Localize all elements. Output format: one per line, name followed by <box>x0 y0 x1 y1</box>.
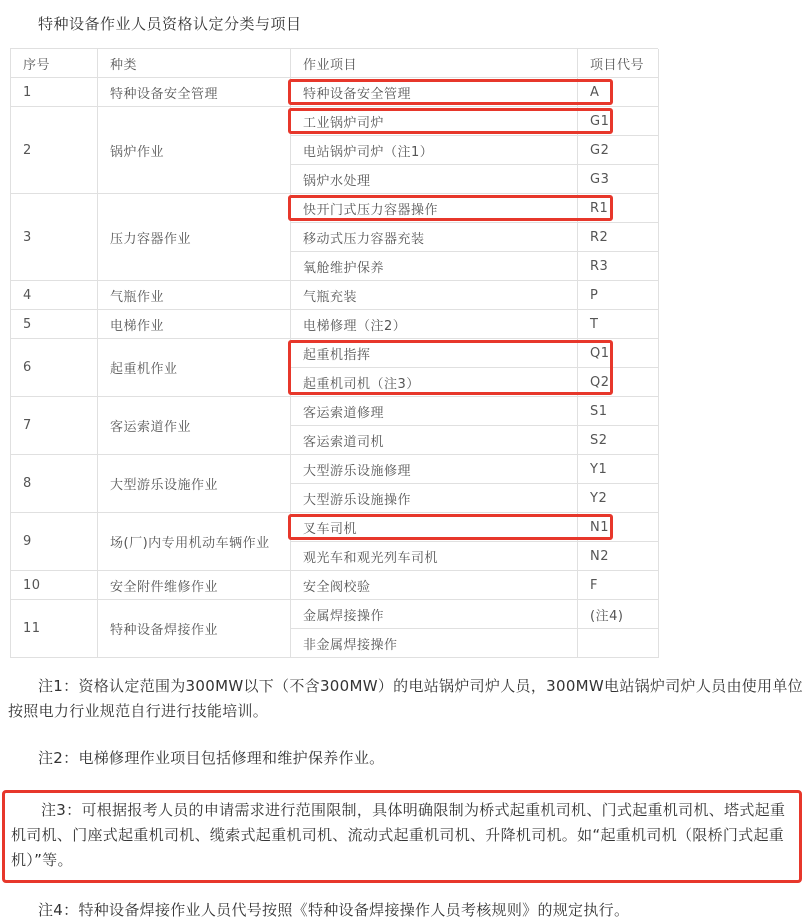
project-cell: 起重机司机（注3） <box>291 368 578 397</box>
table-subrow <box>291 310 659 339</box>
project-subrows <box>291 513 659 571</box>
table-subrow <box>291 600 659 629</box>
serial-cell: 9 <box>11 513 98 571</box>
project-subrows <box>291 571 659 600</box>
code-cell: N1 <box>578 513 659 542</box>
serial-cell: 6 <box>11 339 98 397</box>
note-paragraph: 注3：可根据报考人员的申请需求进行范围限制，具体明确限制为桥式起重机司机、门式起重机司机、塔式起重机司机、门座式起重机司机、缆索式起重机司机、流动式起重机司机、升降机司机。如“起重机司机（限桥门式起重机）”等。 <box>11 801 786 869</box>
table-group-row <box>11 107 658 194</box>
category-cell: 场(厂)内专用机动车辆作业 <box>98 513 291 571</box>
code-cell: N2 <box>578 542 659 571</box>
note-paragraph: 注4：特种设备焊接作业人员代号按照《特种设备焊接操作人员考核规则》的规定执行。 <box>38 901 630 919</box>
table-subrow <box>291 78 659 107</box>
code-cell: P <box>578 281 659 310</box>
serial-cell: 1 <box>11 78 98 107</box>
table-subrow <box>291 136 659 165</box>
code-cell: (注4) <box>578 600 659 629</box>
project-cell: 叉车司机 <box>291 513 578 542</box>
table-subrow <box>291 107 659 136</box>
table-subrow <box>291 455 659 484</box>
table-group-row <box>11 194 658 281</box>
serial-cell: 11 <box>11 600 98 658</box>
table-subrow <box>291 513 659 542</box>
category-cell: 气瓶作业 <box>98 281 291 310</box>
code-cell: R3 <box>578 252 659 281</box>
project-subrows <box>291 339 659 397</box>
category-cell: 电梯作业 <box>98 310 291 339</box>
code-cell: Q1 <box>578 339 659 368</box>
category-cell: 特种设备安全管理 <box>98 78 291 107</box>
table-subrow <box>291 484 659 513</box>
project-cell: 大型游乐设施操作 <box>291 484 578 513</box>
code-cell: Y2 <box>578 484 659 513</box>
page-title: 特种设备作业人员资格认定分类与项目 <box>38 15 302 33</box>
category-cell: 大型游乐设施作业 <box>98 455 291 513</box>
table-group-row <box>11 310 658 339</box>
project-cell: 锅炉水处理 <box>291 165 578 194</box>
table-group-row <box>11 600 658 658</box>
code-cell: F <box>578 571 659 600</box>
table-subrow <box>291 542 659 571</box>
code-cell <box>578 629 659 658</box>
note-paragraph: 注1：资格认定范围为300MW以下（不含300MW）的电站锅炉司炉人员，300MW电站锅炉司炉人员由使用单位按照电力行业规范自行进行技能培训。 <box>8 677 803 720</box>
table-body <box>11 78 658 658</box>
notes-section <box>0 674 803 923</box>
project-cell: 电站锅炉司炉（注1） <box>291 136 578 165</box>
serial-cell: 3 <box>11 194 98 281</box>
code-cell: G2 <box>578 136 659 165</box>
category-cell: 安全附件维修作业 <box>98 571 291 600</box>
project-subrows <box>291 397 659 455</box>
table-subrow <box>291 252 659 281</box>
header-code: 项目代号 <box>578 49 659 78</box>
page <box>0 13 803 923</box>
code-cell: Y1 <box>578 455 659 484</box>
serial-cell: 7 <box>11 397 98 455</box>
project-cell: 移动式压力容器充装 <box>291 223 578 252</box>
qualification-table <box>10 48 658 658</box>
table-subrow <box>291 368 659 397</box>
project-subrows <box>291 310 659 339</box>
table-group-row <box>11 397 658 455</box>
header-category: 种类 <box>98 49 291 78</box>
table-subrow <box>291 165 659 194</box>
project-subrows <box>291 455 659 513</box>
project-subrows <box>291 600 659 658</box>
project-cell: 金属焊接操作 <box>291 600 578 629</box>
table-group-row <box>11 455 658 513</box>
table-subrow <box>291 571 659 600</box>
header-project: 作业项目 <box>291 49 578 78</box>
code-cell: T <box>578 310 659 339</box>
table-group-row <box>11 78 658 107</box>
table-group-row <box>11 571 658 600</box>
serial-cell: 10 <box>11 571 98 600</box>
code-cell: S1 <box>578 397 659 426</box>
table-group-row <box>11 513 658 571</box>
table-subrow <box>291 194 659 223</box>
category-cell: 起重机作业 <box>98 339 291 397</box>
project-cell: 特种设备安全管理 <box>291 78 578 107</box>
project-subrows <box>291 281 659 310</box>
table-group-row <box>11 339 658 397</box>
project-cell: 安全阀校验 <box>291 571 578 600</box>
project-cell: 客运索道司机 <box>291 426 578 455</box>
category-cell: 客运索道作业 <box>98 397 291 455</box>
project-cell: 起重机指挥 <box>291 339 578 368</box>
code-cell: G1 <box>578 107 659 136</box>
serial-cell: 8 <box>11 455 98 513</box>
serial-cell: 2 <box>11 107 98 194</box>
code-cell: G3 <box>578 165 659 194</box>
table-subrow <box>291 426 659 455</box>
project-cell: 快开门式压力容器操作 <box>291 194 578 223</box>
note-paragraph: 注2：电梯修理作业项目包括修理和维护保养作业。 <box>38 749 385 767</box>
header-serial: 序号 <box>11 49 98 78</box>
project-cell: 客运索道修理 <box>291 397 578 426</box>
project-cell: 电梯修理（注2） <box>291 310 578 339</box>
project-cell: 工业锅炉司炉 <box>291 107 578 136</box>
table-header-row <box>11 49 658 78</box>
code-cell: R1 <box>578 194 659 223</box>
category-cell: 压力容器作业 <box>98 194 291 281</box>
code-cell: R2 <box>578 223 659 252</box>
table-subrow <box>291 339 659 368</box>
project-subrows <box>291 107 659 194</box>
table-subrow <box>291 281 659 310</box>
code-cell: Q2 <box>578 368 659 397</box>
project-cell: 非金属焊接操作 <box>291 629 578 658</box>
project-cell: 氧舱维护保养 <box>291 252 578 281</box>
category-cell: 锅炉作业 <box>98 107 291 194</box>
table-subrow <box>291 397 659 426</box>
serial-cell: 5 <box>11 310 98 339</box>
project-cell: 观光车和观光列车司机 <box>291 542 578 571</box>
code-cell: S2 <box>578 426 659 455</box>
project-subrows <box>291 78 659 107</box>
project-cell: 气瓶充装 <box>291 281 578 310</box>
note-highlight-box <box>2 790 802 883</box>
project-subrows <box>291 194 659 281</box>
code-cell: A <box>578 78 659 107</box>
project-cell: 大型游乐设施修理 <box>291 455 578 484</box>
table-subrow <box>291 629 659 658</box>
table-subrow <box>291 223 659 252</box>
table-group-row <box>11 281 658 310</box>
category-cell: 特种设备焊接作业 <box>98 600 291 658</box>
serial-cell: 4 <box>11 281 98 310</box>
